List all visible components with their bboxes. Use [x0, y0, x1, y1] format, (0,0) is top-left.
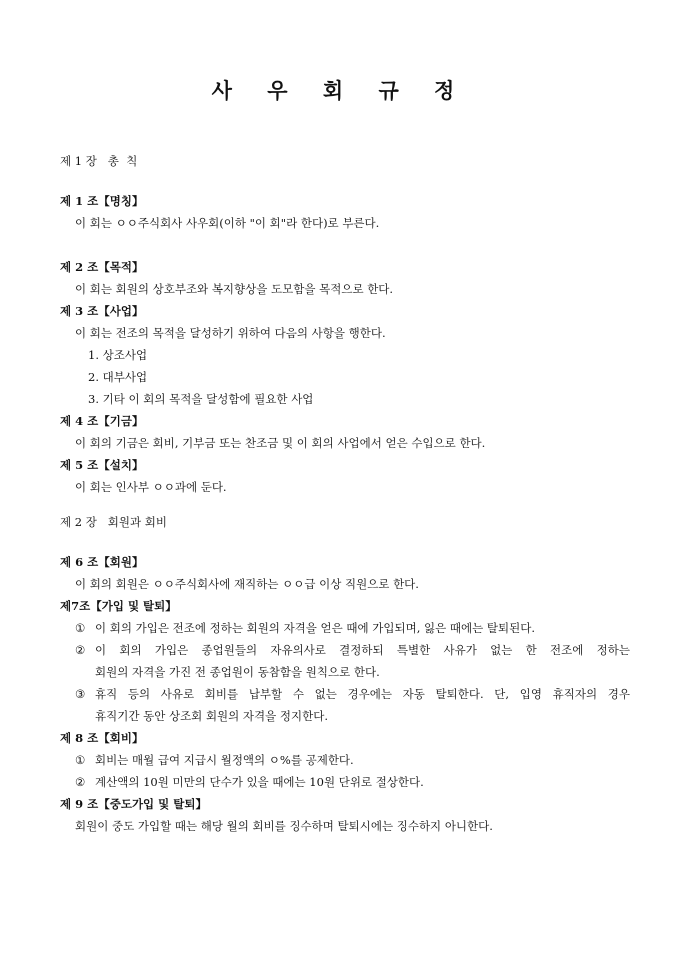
article-6-text: 이 회의 회원은 ㅇㅇ주식회사에 재직하는 ㅇㅇ급 이상 직원으로 한다. [75, 577, 419, 591]
article-1-title: 제 1 조【명칭】 [60, 194, 144, 208]
document-title: 사 우 회 규 정 [211, 78, 469, 103]
spacer [60, 234, 630, 256]
circled-number-3: ③ [75, 687, 86, 701]
chapter-2-articles [60, 551, 630, 837]
article-7-item-3-line-1: 휴직 등의 사유로 회비를 납부할 수 없는 경우에는 자동 탈퇴한다. 단, 입영 휴직자의 경우 [95, 687, 630, 701]
article-3-text: 이 회는 전조의 목적을 달성하기 위하여 다음의 사항을 행한다. [75, 326, 386, 340]
article-3-title: 제 3 조【사업】 [60, 304, 144, 318]
article-7-title: 제7조【가입 및 탈퇴】 [60, 599, 177, 613]
article-7-item-1-text: 이 회의 가입은 전조에 정하는 회원의 자격을 얻은 때에 가입되며, 잃은 때에는 탈퇴된다. [95, 621, 535, 635]
article-7-item-3 [60, 683, 630, 727]
chapter-1-heading: 제 1 장 총 칙 [60, 154, 138, 168]
article-1-text: 이 회는 ㅇㅇ주식회사 사우회(이하 "이 회"라 한다)로 부른다. [75, 216, 380, 230]
article-4-title: 제 4 조【기금】 [60, 414, 144, 428]
article-2-text: 이 회는 회원의 상호부조와 복지향상을 도모함을 목적으로 한다. [75, 282, 394, 296]
article-7-item-2-line-1: 이 회의 가입은 종업원들의 자유의사로 결정하되 특별한 사유가 없는 한 전조에 정하는 [95, 643, 630, 657]
chapter-2-heading: 제 2 장 회원과 회비 [60, 515, 168, 529]
article-8-item-2 [60, 771, 630, 793]
article-9-title: 제 9 조【중도가입 및 탈퇴】 [60, 797, 207, 811]
article-9-text: 회원이 중도 가입할 때는 해당 월의 회비를 징수하며 탈퇴시에는 징수하지 아니한다. [75, 819, 493, 833]
article-5-title: 제 5 조【설치】 [60, 458, 144, 472]
article-8-item-1-text: 회비는 매월 급여 지급시 월정액의 ㅇ%를 공제한다. [95, 753, 354, 767]
article-8-item-2-text: 계산액의 10원 미만의 단수가 있을 때에는 10원 단위로 절상한다. [95, 775, 424, 789]
chapter-1-articles [60, 190, 630, 498]
article-3-item-2: 2. 대부사업 [88, 370, 148, 384]
article-7-item-2 [60, 639, 630, 683]
article-7-item-3-line-2: 휴직기간 동안 상조회 회원의 자격을 정지한다. [95, 709, 329, 723]
article-5-text: 이 회는 인사부 ㅇㅇ과에 둔다. [75, 480, 227, 494]
article-8-item-1 [60, 749, 630, 771]
circled-number-2: ② [75, 775, 86, 789]
article-2-title: 제 2 조【목적】 [60, 260, 144, 274]
article-4-text: 이 회의 기금은 회비, 기부금 또는 찬조금 및 이 회의 사업에서 얻은 수입으로 한다. [75, 436, 486, 450]
article-3-item-1: 1. 상조사업 [88, 348, 148, 362]
article-6-title: 제 6 조【회원】 [60, 555, 144, 569]
article-7-item-2-line-2: 회원의 자격을 가진 전 종업원이 동참함을 원칙으로 한다. [95, 665, 380, 679]
article-7-item-1 [60, 617, 630, 639]
circled-number-1: ① [75, 621, 86, 635]
circled-number-1: ① [75, 753, 86, 767]
circled-number-2: ② [75, 643, 86, 657]
article-3-item-3: 3. 기타 이 회의 목적을 달성함에 필요한 사업 [88, 392, 314, 406]
article-8-title: 제 8 조【회비】 [60, 731, 144, 745]
